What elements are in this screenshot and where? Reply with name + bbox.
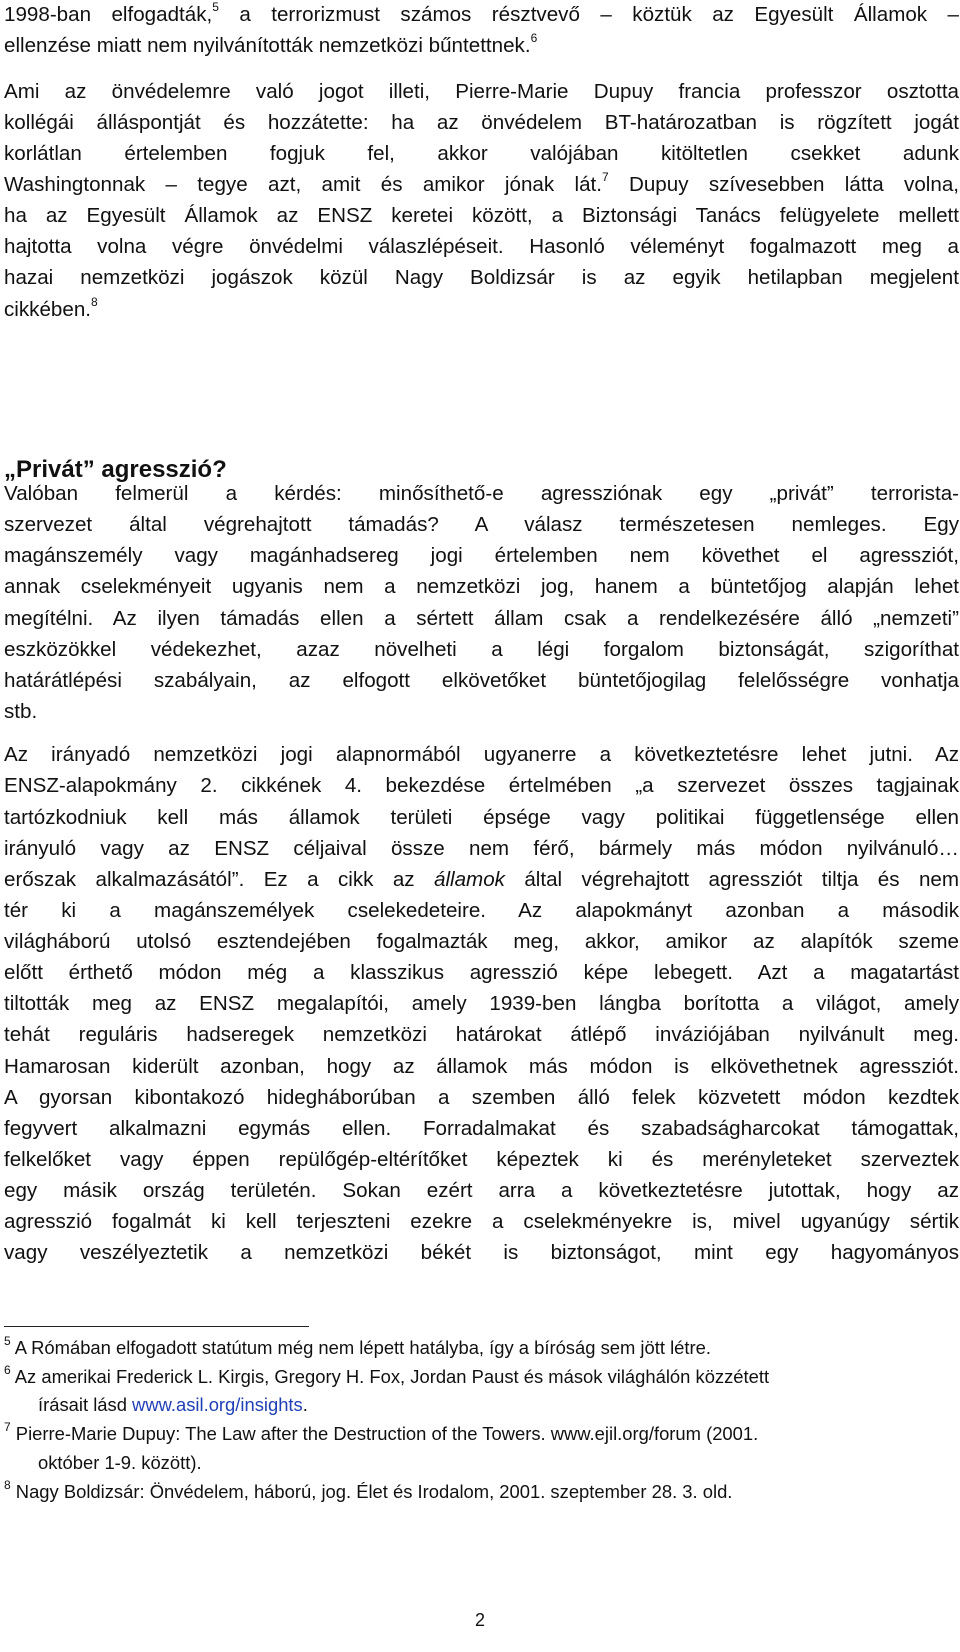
paragraph-2-line: Ami az önvédelemre való jogot illeti, Pierre-Marie Dupuy francia professzor osztotta [4, 80, 959, 103]
paragraph-2-line: hazai nemzetközi jogászok közül Nagy Boldizsár is az egyik hetilapban megjelent [4, 266, 959, 289]
footnote-7-continued [4, 1451, 924, 1475]
paragraph-3-line: megítélni. Az ilyen támadás ellen a sértett állam csak a rendelkezésére álló „nemzeti” [4, 607, 959, 630]
paragraph-4-line: vagy veszélyeztetik a nemzetközi békét is biztonságot, mint egy hagyományos [4, 1241, 959, 1264]
paragraph-2-line [4, 172, 959, 198]
paragraph-4-line: Az irányadó nemzetközi jogi alapnormából ugyanerre a következtetésre lehet jutni. Az [4, 743, 959, 766]
paragraph-3-line: magánszemély vagy magánhadsereg jogi értelemben nem követhet el agressziót, [4, 544, 959, 567]
footnote-ref[interactable]: 6 [530, 31, 538, 46]
footnote-number: 6 [4, 1362, 11, 1377]
paragraph-3-line: szervezet által végrehajtott támadás? A válasz természetesen nemleges. Egy [4, 513, 959, 536]
paragraph-3-line: annak cselekményeit ugyanis nem a nemzetközi jog, hanem a büntetőjog alapján lehet [4, 575, 959, 598]
section-heading: „Privát” agresszió? [4, 456, 227, 483]
footnote-text: írásait lásd [38, 1394, 133, 1415]
footnote-text: Az amerikai Frederick L. Kirgis, Gregory H. Fox, Jordan Paust és mások világhálón közzétett [10, 1366, 770, 1387]
text-span: 1998-ban elfogadták, [4, 3, 213, 26]
paragraph-3-line: Valóban felmerül a kérdés: minősíthető-e agressziónak egy „privát” terrorista- [4, 482, 959, 505]
text-span: ellenzése miatt nem nyilvánították nemzetközi bűntettnek. [4, 34, 531, 57]
paragraph-3-line: határátlépési szabályain, az elfogott elkövetőket büntetőjogilag felelősségre vonhatja [4, 669, 959, 692]
paragraph-4-line: agresszió fogalmát ki kell terjeszteni ezekre a cselekményekre is, mivel ugyanúgy sértik [4, 1210, 959, 1233]
footnote-7 [4, 1419, 924, 1446]
text-span: cikkében. [4, 298, 92, 321]
paragraph-4-line: A gyorsan kibontakozó hidegháborúban a szemben álló felek közvetett módon kezdtek [4, 1086, 959, 1109]
footnote-separator [4, 1326, 309, 1327]
footnote-6-continued [4, 1393, 924, 1417]
page-number: 2 [474, 1610, 485, 1630]
paragraph-4-line: irányuló vagy az ENSZ céljaival össze nem férő, bármely más módon nyilvánuló… [4, 837, 959, 860]
footnote-5 [4, 1333, 924, 1360]
footnote-ref[interactable]: 5 [212, 0, 219, 15]
footnote-text: . [302, 1394, 308, 1415]
paragraph-4-line: tér ki a magánszemélyek cselekedeteire. Az alapokmányt azonban a második [4, 899, 959, 922]
footnote-ref[interactable]: 8 [91, 295, 98, 310]
paragraph-4-line: egy másik ország területén. Sokan ezért arra a következtetésre jutottak, hogy az [4, 1179, 959, 1202]
footnote-6 [4, 1362, 924, 1389]
paragraph-2-line [4, 297, 959, 323]
footnote-text: október 1-9. között). [38, 1452, 202, 1473]
paragraph-1-line [4, 2, 959, 28]
paragraph-1-line [4, 33, 959, 59]
footnote-ref[interactable]: 7 [601, 170, 609, 185]
paragraph-2-line: korlátlan értelemben fogjuk fel, akkor valójában kitöltetlen csekket adunk [4, 142, 959, 165]
footnote-number: 8 [4, 1477, 11, 1492]
paragraph-4-line: tehát reguláris hadseregek nemzetközi határokat átlépő inváziójában nyilvánult meg. [4, 1023, 959, 1046]
footnote-number: 5 [4, 1333, 11, 1348]
paragraph-2-line: hajtotta volna végre önvédelmi válaszlépéseit. Hasonló véleményt fogalmazott meg a [4, 235, 959, 258]
paragraph-4-line: felkelőket vagy éppen repülőgép-eltérítőket képeztek ki és merényleteket szerveztek [4, 1148, 959, 1171]
footnote-link[interactable]: www.asil.org/insights [132, 1394, 303, 1415]
footnote-text: A Rómában elfogadott statútum még nem lépett hatályba, így a bíróság sem jött létre. [10, 1337, 711, 1358]
paragraph-4-line: fegyvert alkalmazni egymás ellen. Forradalmakat és szabadságharcokat támogattak, [4, 1117, 959, 1140]
paragraph-4-line: tiltották meg az ENSZ megalapítói, amely 1939-ben lángba borította a világot, amely [4, 992, 959, 1015]
paragraph-3-line: eszközökkel védekezhet, azaz növelheti a légi forgalom biztonságát, szigoríthat [4, 638, 959, 661]
text-span: által végrehajtott agressziót tiltja és nem [504, 868, 960, 891]
paragraph-4-line: tartózkodniuk kell más államok területi épsége vagy politikai függetlensége ellen [4, 806, 959, 829]
paragraph-4-line: előtt érthető módon még a klasszikus agresszió képe lebegett. Azt a magatartást [4, 961, 959, 984]
paragraph-2-line: kollégái álláspontját és hozzátette: ha az önvédelem BT-határozatban is rögzített jogát [4, 111, 959, 134]
paragraph-4-line: Hamarosan kiderült azonban, hogy az államok más módon is elkövethetnek agressziót. [4, 1055, 959, 1078]
paragraph-4-line: ENSZ-alapokmány 2. cikkének 4. bekezdése értelmében „a szervezet összes tagjainak [4, 774, 959, 797]
footnote-8 [4, 1477, 924, 1504]
paragraph-4-line [4, 867, 959, 893]
paragraph-4-line: világháború utolsó esztendejében fogalmazták meg, akkor, amikor az alapítók szeme [4, 930, 959, 953]
footnote-text: Nagy Boldizsár: Önvédelem, háború, jog. Élet és Irodalom, 2001. szeptember 28. 3. old. [10, 1481, 733, 1502]
text-span: Washingtonnak – tegye azt, amit és amikor jónak lát. [4, 173, 602, 196]
emphasis-text: államok [433, 868, 505, 891]
text-span: Dupuy szívesebben látta volna, [608, 173, 959, 196]
paragraph-3-line: stb. [4, 700, 38, 723]
footnote-number: 7 [4, 1419, 11, 1434]
text-span: a terrorizmust számos résztvevő – köztük az Egyesült Államok – [218, 3, 959, 26]
text-span: erőszak alkalmazásától”. Ez a cikk az [4, 868, 434, 891]
paragraph-2-line: ha az Egyesült Államok az ENSZ keretei között, a Biztonsági Tanács felügyelete mellett [4, 204, 959, 227]
footnote-text: Pierre-Marie Dupuy: The Law after the Destruction of the Towers. www.ejil.org/forum (2001. [10, 1423, 759, 1444]
